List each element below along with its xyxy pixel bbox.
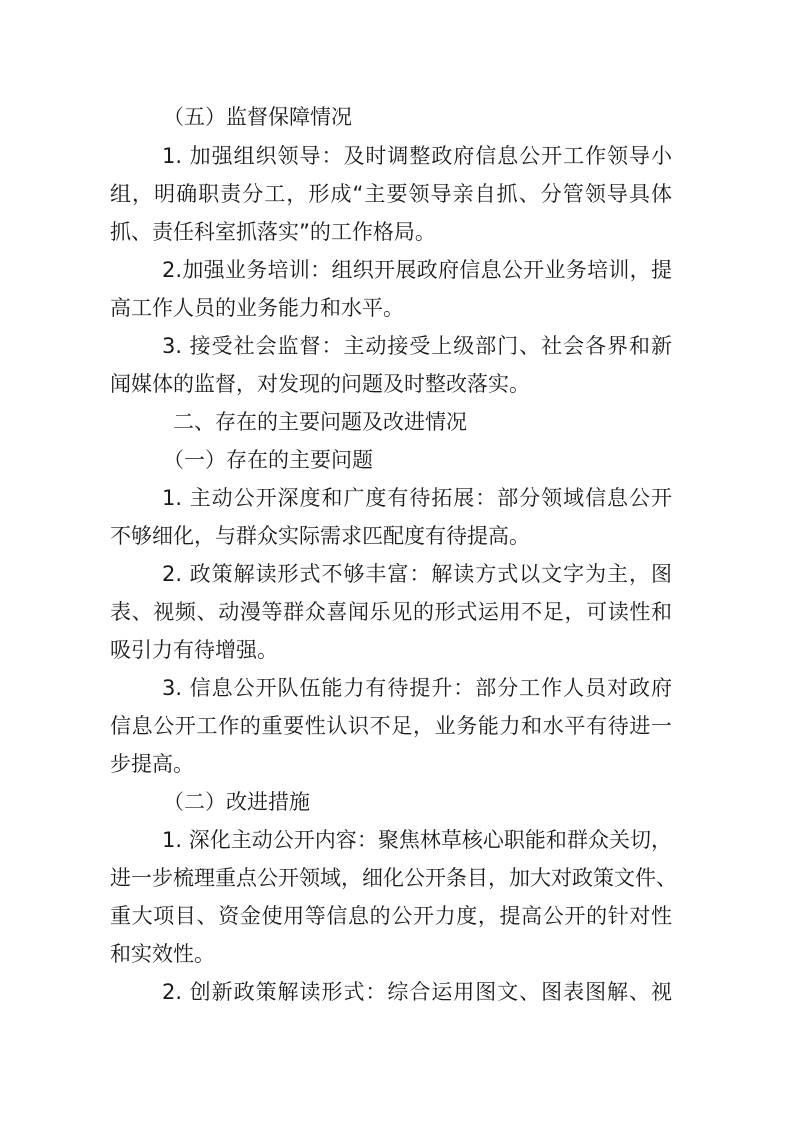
paragraph-line: 组，明确职责分工，形成“主要领导亲自抓、分管领导具体 bbox=[110, 182, 672, 206]
paragraph-line: 和实效性。 bbox=[110, 942, 215, 966]
paragraph-line: 1. 主动公开深度和广度有待拓展：部分领域信息公开 bbox=[162, 486, 672, 510]
paragraph-line: 信息公开工作的重要性认识不足，业务能力和水平有待进一 bbox=[110, 714, 672, 738]
section-heading: 二、存在的主要问题及改进情况 bbox=[173, 410, 467, 434]
section-heading: （二）改进措施 bbox=[163, 790, 310, 814]
paragraph-line: 重大项目、资金使用等信息的公开力度，提高公开的针对性 bbox=[110, 904, 672, 928]
paragraph-line: 1. 加强组织领导：及时调整政府信息公开工作领导小 bbox=[162, 144, 672, 168]
section-heading: （五）监督保障情况 bbox=[163, 105, 352, 129]
paragraph-line: 高工作人员的业务能力和水平。 bbox=[110, 296, 404, 320]
paragraph-line: 表、视频、动漫等群众喜闻乐见的形式运用不足，可读性和 bbox=[110, 600, 672, 624]
section-heading: （一）存在的主要问题 bbox=[163, 448, 373, 472]
paragraph-line: 3. 接受社会监督：主动接受上级部门、社会各界和新 bbox=[162, 334, 672, 358]
paragraph-line: 抓、责任科室抓落实”的工作格局。 bbox=[110, 220, 436, 244]
paragraph-line: 不够细化，与群众实际需求匹配度有待提高。 bbox=[110, 524, 530, 548]
paragraph-line: 吸引力有待增强。 bbox=[110, 638, 278, 662]
paragraph-line: 3. 信息公开队伍能力有待提升：部分工作人员对政府 bbox=[162, 676, 672, 700]
paragraph-line: 闻媒体的监督，对发现的问题及时整改落实。 bbox=[110, 372, 530, 396]
paragraph-line: 进一步梳理重点公开领域，细化公开条目，加大对政策文件、 bbox=[110, 866, 677, 890]
paragraph-line: 2.加强业务培训：组织开展政府信息公开业务培训，提 bbox=[162, 258, 672, 282]
paragraph-line: 2. 创新政策解读形式：综合运用图文、图表图解、视 bbox=[162, 980, 672, 1004]
paragraph-line: 2. 政策解读形式不够丰富：解读方式以文字为主，图 bbox=[162, 562, 672, 586]
paragraph-line: 1. 深化主动公开内容：聚焦林草核心职能和群众关切， bbox=[162, 828, 672, 852]
paragraph-line: 步提高。 bbox=[110, 752, 194, 776]
